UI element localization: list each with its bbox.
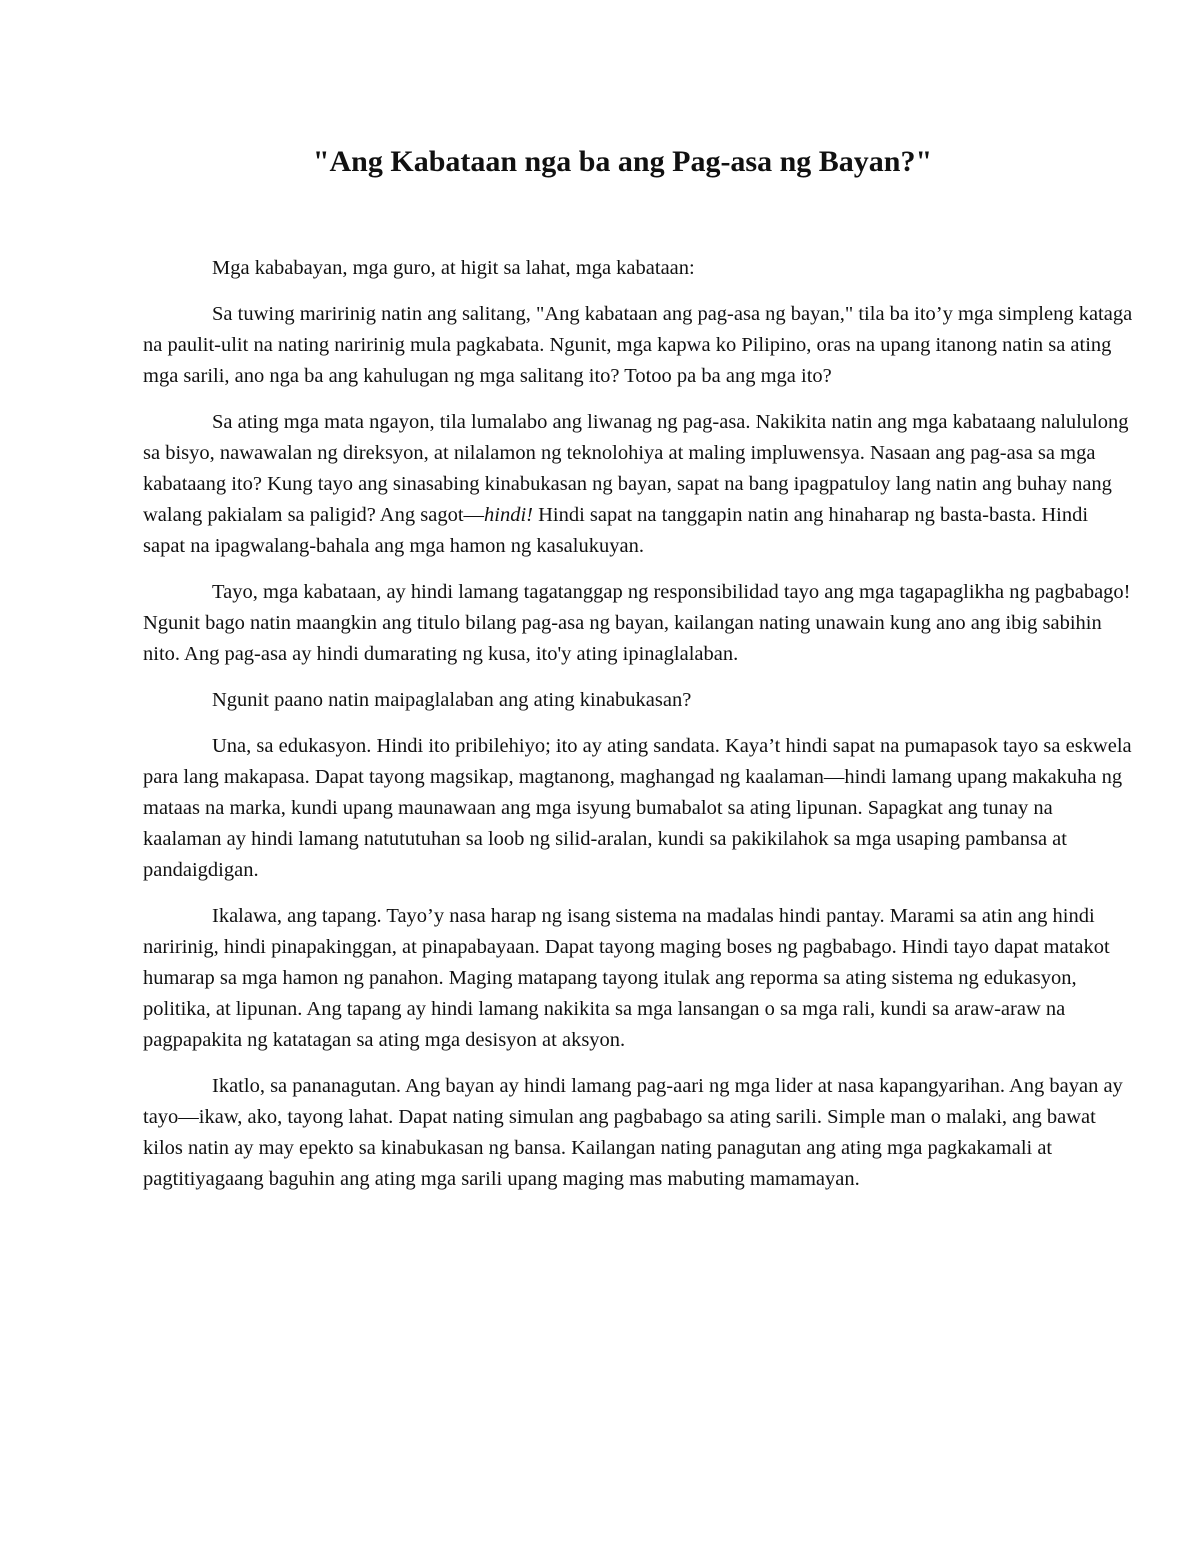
paragraph-2 [143, 407, 1133, 562]
paragraph-2-after: Hindi sapat na tanggapin natin ang hinaharap ng basta-basta. Hindi sapat na ipagwalang-bahala ang mga hamon ng kasalukuyan. [143, 504, 1089, 557]
paragraph-2-before: Sa ating mga mata ngayon, tila lumalabo ang liwanag ng pag-asa. Nakikita natin ang mga kabataang nalululong sa bisyo, nawawalan ng direksyon, at nilalamon ng teknolohiya at maling impluwensya. Nasaan ang pag-asa sa mga kabataang ito? Kung tayo ang sinasabing kinabukasan ng bayan, sapat na bang ipagpatuloy lang natin ang buhay nang walang pakialam sa paligid? Ang sagot— [143, 411, 1129, 526]
document-title: "Ang Kabataan nga ba ang Pag-asa ng Bayan?" [312, 145, 933, 178]
paragraph-salutation: Mga kababayan, mga guro, at higit sa lahat, mga kabataan: [212, 257, 695, 279]
paragraph-5: Una, sa edukasyon. Hindi ito pribilehiyo; ito ay ating sandata. Kaya’t hindi sapat na pumapasok tayo sa eskwela para lang makapasa. Dapat tayong magsikap, magtanong, maghangad ng kaalaman—hindi lamang upang makakuha ng mataas na marka, kundi upang maunawaan ang mga isyung bumabalot sa ating lipunan. Sapagkat ang tunay na kaalaman ay hindi lamang natututuhan sa loob ng silid-aralan, kundi sa pakikilahok sa mga usaping pambansa at pandaigdigan. [143, 735, 1132, 881]
paragraph-6: Ikalawa, ang tapang. Tayo’y nasa harap ng isang sistema na madalas hindi pantay. Marami sa atin ang hindi naririnig, hindi pinapakinggan, at pinapabayaan. Dapat tayong maging boses ng pagbabago. Hindi tayo dapat matakot humarap sa mga hamon ng panahon. Maging matapang tayong itulak ang reporma sa ating sistema ng edukasyon, politika, at lipunan. Ang tapang ay hindi lamang nakikita sa mga lansangan o sa mga rali, kundi sa araw-araw na pagpapakita ng katatagan sa ating mga desisyon at aksyon. [143, 905, 1110, 1051]
document-body [143, 253, 1133, 1210]
paragraph-7: Ikatlo, sa pananagutan. Ang bayan ay hindi lamang pag-aari ng mga lider at nasa kapangyarihan. Ang bayan ay tayo—ikaw, ako, tayong lahat. Dapat nating simulan ang pagbabago sa ating sarili. Simple man o malaki, ang bawat kilos natin ay may epekto sa kinabukasan ng bansa. Kailangan nating panagutan ang ating mga pagkakamali at pagtitiyagaang baguhin ang ating mga sarili upang maging mas mabuting mamamayan. [143, 1075, 1123, 1190]
paragraph-2-emphasis: hindi! [484, 504, 533, 526]
paragraph-1: Sa tuwing maririnig natin ang salitang, "Ang kabataan ang pag-asa ng bayan," tila ba ito’y mga simpleng kataga na paulit-ulit na nating naririnig mula pagkabata. Ngunit, mga kapwa ko Pilipino, oras na upang itanong natin sa ating mga sarili, ano nga ba ang kahulugan ng mga salitang ito? Totoo pa ba ang mga ito? [143, 303, 1133, 387]
paragraph-3: Tayo, mga kabataan, ay hindi lamang tagatanggap ng responsibilidad tayo ang mga tagapaglikha ng pagbabago! Ngunit bago natin maangkin ang titulo bilang pag-asa ng bayan, kailangan nating unawain kung ano ang ibig sabihin nito. Ang pag-asa ay hindi dumarating ng kusa, ito'y ating ipinaglalaban. [143, 581, 1131, 665]
paragraph-4: Ngunit paano natin maipaglalaban ang ating kinabukasan? [212, 689, 692, 711]
